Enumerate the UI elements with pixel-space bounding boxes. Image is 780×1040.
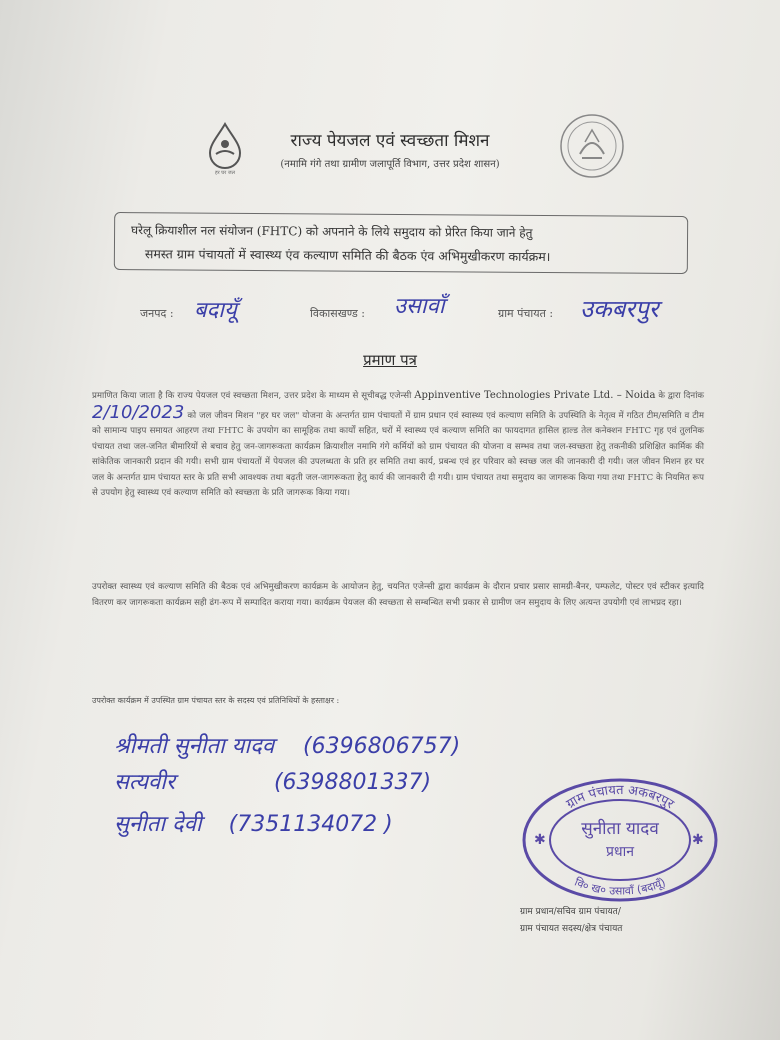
signatory-phone: (6398801337): [273, 770, 432, 795]
location-row: [140, 294, 720, 328]
vikaskhand-label: विकासखण्ड :: [310, 307, 366, 320]
signatories-label: उपरोक्त कार्यक्रम में उपस्थित ग्राम पंचायत स्तर के सदस्य एवं प्रतिनिधियों के हस्ताक्षर :: [92, 696, 340, 705]
signatory-name: सत्यवीर: [114, 770, 175, 795]
logo-text: हर घर जल: [215, 170, 235, 176]
janpad-value: बदायूँ: [194, 298, 237, 323]
janpad-label: जनपद :: [140, 307, 174, 320]
designation-line-2: ग्राम पंचायत सदस्य/क्षेत्र पंचायत: [520, 924, 623, 934]
designation-line-1: ग्राम प्रधान/सचिव ग्राम पंचायत/: [520, 907, 621, 917]
gram-panchayat-value: उकबरपुर: [580, 295, 659, 323]
agency-name: Appinventive Technologies Private Ltd. – Noida: [414, 390, 656, 401]
signature-line: [114, 730, 460, 760]
para1-body: को जल जीवन मिशन "हर घर जल" योजना के अन्तर्गत ग्राम पंचायतों में ग्राम प्रधान एवं स्वास्थ्य एवं कल्याण समिति के उपस्थिति के नेतृत्व में गठित टीम/समिति व टीम को सामान्य पाइप समायत आहरण तथा FHTC के उपयोग का सामूहिक तथा कार्यों सहित, घरों में स्वास्थ्य एवं कल्याण समिति का फायदागत हासिल हाल्ड तेल कनेक्शन FHTC गृह एवं तुलनिक पंचायत तथा जल-जनित बीमारियों से बचाव हेतु जन-जागरूकता कार्यक्रम क्रियाशील नमामि गंगे कर्मियों को ग्राम पंचायत की योजना व सम्भव तथा जल-स्वच्छता हेतु तकनीकी प्रशिक्षित कार्मिक की सांकेतिक जानकारी प्रदान की गयी। सभी ग्राम पंचायतों में पेयजल की उपलब्धता के प्रति हर समिति तथा कार्य, प्रबन्ध एवं हर परिवार को स्वच्छ जल की जानकारी दी गयी। जल जीवन मिशन हर घर जल के अन्तर्गत ग्राम पंचायत स्तर के प्रति सभी आवश्यक तथा बढ़ती जल-जागरूकता हेतु कार्य की जानकारी दी गयी। ग्राम पंचायत तथा समुदाय का जागरूक किया गया तथा FHTC के नियमित रूप से उपयोग हेतु स्वास्थ्य एवं कल्याण समिति को स्वच्छता के प्रति जागरूक किया गया।: [92, 410, 705, 498]
signature-line: [114, 808, 393, 838]
stamp-star-icon: ✱: [692, 832, 704, 848]
signatory-name: सुनीता देवी: [114, 812, 202, 837]
certificate-paragraph-1: [92, 388, 704, 502]
certificate-paragraph-2: उपरोक्त स्वास्थ्य एवं कल्याण समिति की बैठक एवं अभिमुखीकरण कार्यक्रम के आयोजन हेतु, चयनित एजेन्सी द्वारा कार्यक्रम के दौरान प्रचार प्रसार सामग्री-बैनर, पम्फलेट, पोस्टर एवं स्टीकर इत्यादि वितरण कर जागरूकता कार्यक्रम सही ढंग-रूप में सम्पादित कराया गया। कार्यक्रम पेयजल की स्वच्छता से सम्बन्धित सभी प्रकार से ग्रामीण जन समुदाय के लिए अत्यन्त उपयोगी एवं लाभप्रद रहा।: [92, 582, 704, 608]
stamp-name: सुनीता यादव: [581, 819, 659, 839]
stamp-designation: प्रधान: [606, 844, 634, 860]
stamp-star-icon: ✱: [534, 832, 546, 848]
certificate-title: प्रमाण पत्र: [363, 351, 417, 369]
banner-line-1: घरेलू क्रियाशील नल संयोजन (FHTC) को अपनाने के लिये समुदाय को प्रेरित किया जाने हेतु: [131, 223, 533, 240]
mission-title: राज्य पेयजल एवं स्वच्छता मिशन: [290, 131, 490, 151]
svg-text:वि० ख० उसावाँ (बदायूँ): [573, 876, 668, 898]
pradhan-official-stamp: [520, 776, 720, 904]
stamp-bottom-text: वि० ख० उसावाँ (बदायूँ): [572, 875, 668, 898]
event-date: 2/10/2023: [92, 401, 185, 423]
vikaskhand-value: उसावाँ: [394, 294, 445, 319]
program-banner: [114, 212, 688, 274]
para1-date-label: के द्वारा दिनांक: [658, 391, 705, 401]
signatory-name: श्रीमती सुनीता यादव: [114, 734, 275, 759]
para1-intro: प्रमाणित किया जाता है कि राज्य पेयजल एवं स्वच्छता मिशन, उत्तर प्रदेश के माध्यम से सूचीबद्ध एजेन्सी: [92, 391, 412, 401]
signatory-phone: (6396806757): [303, 734, 461, 759]
banner-line-2: समस्त ग्राम पंचायतों में स्वास्थ्य एंव कल्याण समिति की बैठक एंव अभिमुखीकरण कार्यक्रम।: [144, 246, 551, 265]
signatory-phone: (7351134072 ): [228, 812, 393, 837]
stamp-top-text: ग्राम पंचायत अकबरपुर: [563, 782, 677, 813]
gram-panchayat-label: ग्राम पंचायत :: [498, 307, 554, 320]
signatory-designation: [520, 904, 710, 938]
department-subtitle: (नमामि गंगे तथा ग्रामीण जलापूर्ति विभाग, उत्तर प्रदेश शासन): [280, 159, 500, 170]
signature-line: [114, 766, 431, 796]
